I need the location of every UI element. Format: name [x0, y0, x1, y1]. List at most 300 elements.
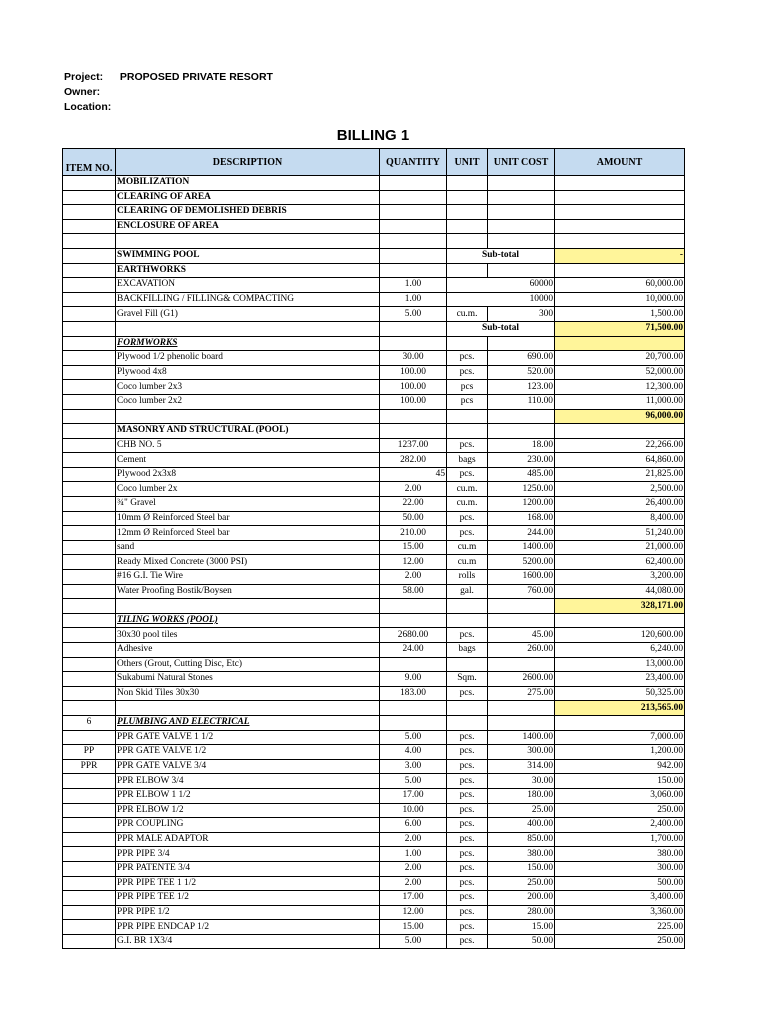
unit-cell: pcs — [447, 380, 488, 395]
project-value: PROPOSED PRIVATE RESORT — [119, 71, 273, 83]
unit-cell: pcs. — [447, 876, 488, 891]
table-row — [63, 394, 685, 409]
description-cell: Plywood 1/2 phenolic board — [116, 351, 380, 366]
amount-cell — [555, 219, 685, 234]
table-row — [63, 788, 685, 803]
quantity-cell: 1.00 — [380, 278, 447, 293]
unit-cost-cell: 280.00 — [488, 905, 555, 920]
item-no-cell — [63, 555, 116, 570]
table-row — [63, 351, 685, 366]
quantity-cell: 1.00 — [380, 292, 447, 307]
item-no-cell — [63, 219, 116, 234]
item-no-cell — [63, 438, 116, 453]
unit-cost-cell: 5200.00 — [488, 555, 555, 570]
header-description: DESCRIPTION — [116, 149, 380, 176]
table-body — [63, 176, 685, 949]
unit-cost-cell: 690.00 — [488, 351, 555, 366]
item-no-cell — [63, 672, 116, 687]
table-row — [63, 190, 685, 205]
table-row — [63, 920, 685, 935]
description-cell: MOBILIZATION — [116, 176, 380, 191]
item-no-cell — [63, 321, 116, 336]
quantity-cell: 22.00 — [380, 497, 447, 512]
quantity-cell: 2.00 — [380, 482, 447, 497]
table-row — [63, 205, 685, 220]
item-no-cell — [63, 248, 116, 263]
description-cell: MASONRY AND STRUCTURAL (POOL) — [116, 424, 380, 439]
quantity-cell — [380, 205, 447, 220]
unit-cost-cell: 15.00 — [488, 920, 555, 935]
unit-cell — [447, 409, 488, 424]
page-title: BILLING 1 — [336, 127, 410, 144]
unit-cost-cell: 260.00 — [488, 643, 555, 658]
unit-cost-cell: 275.00 — [488, 686, 555, 701]
amount-cell: 8,400.00 — [555, 511, 685, 526]
quantity-cell: 5.00 — [380, 934, 447, 949]
header-item-no: ITEM NO. — [63, 149, 116, 176]
description-cell: TILING WORKS (POOL) — [116, 613, 380, 628]
description-cell: Non Skid Tiles 30x30 — [116, 686, 380, 701]
amount-cell: 328,171.00 — [555, 599, 685, 614]
quantity-cell: 2.00 — [380, 876, 447, 891]
item-no-cell — [63, 365, 116, 380]
unit-cell: pcs. — [447, 891, 488, 906]
quantity-cell: 282.00 — [380, 453, 447, 468]
item-no-cell — [63, 861, 116, 876]
unit-cost-cell — [488, 715, 555, 730]
unit-cell — [447, 190, 488, 205]
item-no-cell — [63, 847, 116, 862]
amount-cell — [555, 613, 685, 628]
unit-cell — [447, 613, 488, 628]
unit-cell — [447, 219, 488, 234]
amount-cell: 150.00 — [555, 774, 685, 789]
quantity-cell: 12.00 — [380, 905, 447, 920]
quantity-cell — [380, 336, 447, 351]
table-row — [63, 701, 685, 716]
quantity-cell: 1.00 — [380, 847, 447, 862]
table-row — [63, 234, 685, 249]
project-line — [64, 71, 273, 83]
amount-cell: 10,000.00 — [555, 292, 685, 307]
description-cell: Others (Grout, Cutting Disc, Etc) — [116, 657, 380, 672]
amount-cell: 21,825.00 — [555, 467, 685, 482]
unit-cell: pcs. — [447, 365, 488, 380]
description-cell: EXCAVATION — [116, 278, 380, 293]
quantity-cell: 2.00 — [380, 861, 447, 876]
description-cell: PPR ELBOW 3/4 — [116, 774, 380, 789]
quantity-cell: 100.00 — [380, 380, 447, 395]
quantity-cell: 45 — [380, 467, 447, 482]
description-cell: PPR GATE VALVE 1/2 — [116, 745, 380, 760]
description-cell: G.I. BR 1X3/4 — [116, 934, 380, 949]
unit-cost-cell: 45.00 — [488, 628, 555, 643]
quantity-cell: 210.00 — [380, 526, 447, 541]
description-cell: PPR PIPE 3/4 — [116, 847, 380, 862]
table-row — [63, 424, 685, 439]
unit-cell: pcs. — [447, 774, 488, 789]
quantity-cell: 12.00 — [380, 555, 447, 570]
unit-cell: pcs. — [447, 759, 488, 774]
item-no-cell — [63, 307, 116, 322]
quantity-cell: 2680.00 — [380, 628, 447, 643]
quantity-cell: 15.00 — [380, 920, 447, 935]
item-no-cell — [63, 570, 116, 585]
description-cell: PPR GATE VALVE 1 1/2 — [116, 730, 380, 745]
unit-cost-cell: 150.00 — [488, 861, 555, 876]
item-no-cell — [63, 351, 116, 366]
table-row — [63, 453, 685, 468]
amount-cell: 44,080.00 — [555, 584, 685, 599]
item-no-cell: PP — [63, 745, 116, 760]
amount-cell: 7,000.00 — [555, 730, 685, 745]
unit-cost-cell: 244.00 — [488, 526, 555, 541]
description-cell: PPR GATE VALVE 3/4 — [116, 759, 380, 774]
description-cell: PPR MALE ADAPTOR — [116, 832, 380, 847]
unit-cost-cell: 50.00 — [488, 934, 555, 949]
billing-table — [62, 148, 685, 949]
unit-cost-cell — [488, 263, 555, 278]
quantity-cell: 2.00 — [380, 832, 447, 847]
description-cell: PPR PIPE ENDCAP 1/2 — [116, 920, 380, 935]
item-no-cell — [63, 788, 116, 803]
unit-cost-cell — [488, 657, 555, 672]
item-no-cell — [63, 467, 116, 482]
item-no-cell — [63, 803, 116, 818]
item-no-cell — [63, 482, 116, 497]
amount-cell: 1,200.00 — [555, 745, 685, 760]
item-no-cell — [63, 176, 116, 191]
unit-cost-cell: 314.00 — [488, 759, 555, 774]
description-cell: PPR PIPE TEE 1 1/2 — [116, 876, 380, 891]
item-no-cell — [63, 380, 116, 395]
location-label: Location: — [64, 101, 112, 113]
amount-cell: 380.00 — [555, 847, 685, 862]
unit-cell — [447, 599, 488, 614]
item-no-cell — [63, 613, 116, 628]
unit-cell: pcs. — [447, 745, 488, 760]
amount-cell: 13,000.00 — [555, 657, 685, 672]
amount-cell: 50,325.00 — [555, 686, 685, 701]
table-row — [63, 861, 685, 876]
quantity-cell: 100.00 — [380, 365, 447, 380]
amount-cell: 22,266.00 — [555, 438, 685, 453]
quantity-cell: 30.00 — [380, 351, 447, 366]
item-no-cell — [63, 730, 116, 745]
unit-cost-cell: 25.00 — [488, 803, 555, 818]
item-no-cell — [63, 424, 116, 439]
item-no-cell — [63, 453, 116, 468]
table-row — [63, 774, 685, 789]
description-cell: PPR PATENTE 3/4 — [116, 861, 380, 876]
description-cell: ENCLOSURE OF AREA — [116, 219, 380, 234]
quantity-cell — [380, 409, 447, 424]
table-row — [63, 336, 685, 351]
table-row — [63, 263, 685, 278]
quantity-cell — [380, 657, 447, 672]
quantity-cell: 6.00 — [380, 818, 447, 833]
unit-cell: rolls — [447, 570, 488, 585]
description-cell: CLEARING OF AREA — [116, 190, 380, 205]
unit-cell: cu.m. — [447, 497, 488, 512]
table-row — [63, 292, 685, 307]
description-cell: Cement — [116, 453, 380, 468]
item-no-cell — [63, 497, 116, 512]
description-cell: PLUMBING AND ELECTRICAL — [116, 715, 380, 730]
table-row — [63, 365, 685, 380]
quantity-cell — [380, 263, 447, 278]
description-cell — [116, 701, 380, 716]
item-no-cell — [63, 292, 116, 307]
item-no-cell — [63, 263, 116, 278]
unit-cost-cell: 300 — [488, 307, 555, 322]
table-row — [63, 686, 685, 701]
description-cell: PPR PIPE TEE 1/2 — [116, 891, 380, 906]
description-cell: Plywood 4x8 — [116, 365, 380, 380]
table-row — [63, 730, 685, 745]
table-row — [63, 321, 685, 336]
quantity-cell: 4.00 — [380, 745, 447, 760]
table-row — [63, 847, 685, 862]
item-no-cell — [63, 394, 116, 409]
quantity-cell: 5.00 — [380, 730, 447, 745]
amount-cell: 250.00 — [555, 934, 685, 949]
unit-cost-cell: 485.00 — [488, 467, 555, 482]
amount-cell: 225.00 — [555, 920, 685, 935]
unit-cell: pcs. — [447, 511, 488, 526]
unit-cell: pcs. — [447, 628, 488, 643]
header-amount: AMOUNT — [555, 149, 685, 176]
owner-line — [64, 86, 117, 98]
table-row — [63, 497, 685, 512]
unit-cell — [447, 234, 488, 249]
amount-cell: 3,200.00 — [555, 570, 685, 585]
header-unit: UNIT — [447, 149, 488, 176]
quantity-cell: 58.00 — [380, 584, 447, 599]
description-cell: Adhesive — [116, 643, 380, 658]
unit-cost-cell: 10000 — [447, 292, 555, 307]
quantity-cell — [380, 613, 447, 628]
amount-cell: 120,600.00 — [555, 628, 685, 643]
table-row — [63, 759, 685, 774]
unit-cost-cell: 200.00 — [488, 891, 555, 906]
table-row — [63, 599, 685, 614]
table-row — [63, 438, 685, 453]
unit-cell — [447, 176, 488, 191]
description-cell: Sukabumi Natural Stones — [116, 672, 380, 687]
description-cell: FORMWORKS — [116, 336, 380, 351]
quantity-cell — [380, 701, 447, 716]
project-label: Project: — [64, 71, 104, 83]
unit-cell: pcs. — [447, 920, 488, 935]
owner-label: Owner: — [64, 86, 101, 98]
description-cell: Gravel Fill (G1) — [116, 307, 380, 322]
table-row — [63, 876, 685, 891]
item-no-cell — [63, 832, 116, 847]
amount-cell: 3,360.00 — [555, 905, 685, 920]
unit-cost-cell: 30.00 — [488, 774, 555, 789]
unit-cost-cell: 60000 — [447, 278, 555, 293]
item-no-cell — [63, 701, 116, 716]
unit-cost-cell: 18.00 — [488, 438, 555, 453]
item-no-cell — [63, 891, 116, 906]
unit-cost-cell: 1600.00 — [488, 570, 555, 585]
quantity-cell: 5.00 — [380, 307, 447, 322]
subtotal-label-cell: Sub-total — [447, 248, 555, 263]
quantity-cell — [380, 321, 447, 336]
unit-cell — [447, 263, 488, 278]
amount-cell — [555, 263, 685, 278]
table-row — [63, 380, 685, 395]
quantity-cell: 50.00 — [380, 511, 447, 526]
table-row — [63, 803, 685, 818]
table-row — [63, 628, 685, 643]
quantity-cell — [380, 234, 447, 249]
unit-cost-cell: 123.00 — [488, 380, 555, 395]
table-row — [63, 584, 685, 599]
unit-cell: Sqm. — [447, 672, 488, 687]
quantity-cell: 15.00 — [380, 540, 447, 555]
item-no-cell: PPR — [63, 759, 116, 774]
unit-cost-cell: 168.00 — [488, 511, 555, 526]
amount-cell: 71,500.00 — [555, 321, 685, 336]
unit-cell — [447, 336, 488, 351]
description-cell — [116, 409, 380, 424]
amount-cell: 213,565.00 — [555, 701, 685, 716]
item-no-cell — [63, 409, 116, 424]
amount-cell — [555, 205, 685, 220]
unit-cell — [447, 424, 488, 439]
description-cell: PPR ELBOW 1/2 — [116, 803, 380, 818]
quantity-cell — [380, 176, 447, 191]
item-no-cell — [63, 818, 116, 833]
description-cell: CHB NO. 5 — [116, 438, 380, 453]
amount-cell: 26,400.00 — [555, 497, 685, 512]
unit-cost-cell — [488, 176, 555, 191]
amount-cell — [555, 190, 685, 205]
table-row — [63, 643, 685, 658]
unit-cell: pcs. — [447, 438, 488, 453]
item-no-cell — [63, 774, 116, 789]
quantity-cell — [380, 248, 447, 263]
amount-cell: 60,000.00 — [555, 278, 685, 293]
description-cell: PPR ELBOW 1 1/2 — [116, 788, 380, 803]
amount-cell: 62,400.00 — [555, 555, 685, 570]
unit-cost-cell: 520.00 — [488, 365, 555, 380]
unit-cost-cell — [488, 336, 555, 351]
amount-cell: 3,400.00 — [555, 891, 685, 906]
unit-cost-cell — [488, 219, 555, 234]
unit-cell: pcs. — [447, 847, 488, 862]
item-no-cell — [63, 234, 116, 249]
table-row — [63, 745, 685, 760]
description-cell: Ready Mixed Concrete (3000 PSI) — [116, 555, 380, 570]
unit-cell — [447, 657, 488, 672]
unit-cost-cell — [488, 205, 555, 220]
table-row — [63, 905, 685, 920]
description-cell: SWIMMING POOL — [116, 248, 380, 263]
amount-cell: 51,240.00 — [555, 526, 685, 541]
unit-cell: cu.m — [447, 540, 488, 555]
description-cell: sand — [116, 540, 380, 555]
table-header-row — [63, 149, 685, 176]
amount-cell: - — [555, 248, 685, 263]
item-no-cell — [63, 657, 116, 672]
description-cell: Coco lumber 2x2 — [116, 394, 380, 409]
unit-cell: pcs. — [447, 832, 488, 847]
amount-cell: 1,700.00 — [555, 832, 685, 847]
table-row — [63, 176, 685, 191]
unit-cell: pcs. — [447, 818, 488, 833]
item-no-cell — [63, 540, 116, 555]
unit-cost-cell: 180.00 — [488, 788, 555, 803]
amount-cell: 96,000.00 — [555, 409, 685, 424]
unit-cost-cell: 760.00 — [488, 584, 555, 599]
amount-cell: 52,000.00 — [555, 365, 685, 380]
unit-cost-cell: 110.00 — [488, 394, 555, 409]
amount-cell: 500.00 — [555, 876, 685, 891]
table-row — [63, 526, 685, 541]
table-row — [63, 278, 685, 293]
unit-cell: bags — [447, 643, 488, 658]
description-cell: #16 G.I. Tie Wire — [116, 570, 380, 585]
unit-cost-cell: 2600.00 — [488, 672, 555, 687]
quantity-cell: 2.00 — [380, 570, 447, 585]
description-cell — [116, 599, 380, 614]
item-no-cell: 6 — [63, 715, 116, 730]
description-cell: 10mm Ø Reinforced Steel bar — [116, 511, 380, 526]
unit-cell: pcs. — [447, 905, 488, 920]
amount-cell: 2,400.00 — [555, 818, 685, 833]
amount-cell: 6,240.00 — [555, 643, 685, 658]
unit-cell: cu.m. — [447, 307, 488, 322]
unit-cell: pcs. — [447, 861, 488, 876]
item-no-cell — [63, 628, 116, 643]
amount-cell: 250.00 — [555, 803, 685, 818]
amount-cell — [555, 715, 685, 730]
table-row — [63, 540, 685, 555]
quantity-cell: 3.00 — [380, 759, 447, 774]
unit-cell: cu.m — [447, 555, 488, 570]
table-row — [63, 657, 685, 672]
amount-cell: 2,500.00 — [555, 482, 685, 497]
unit-cell: bags — [447, 453, 488, 468]
unit-cost-cell — [488, 613, 555, 628]
table-row — [63, 570, 685, 585]
quantity-cell: 5.00 — [380, 774, 447, 789]
description-cell: BACKFILLING / FILLING& COMPACTING — [116, 292, 380, 307]
item-no-cell — [63, 526, 116, 541]
item-no-cell — [63, 190, 116, 205]
amount-cell: 3,060.00 — [555, 788, 685, 803]
header-quantity: QUANTITY — [380, 149, 447, 176]
table-row — [63, 511, 685, 526]
table-row — [63, 891, 685, 906]
table-row — [63, 555, 685, 570]
item-no-cell — [63, 920, 116, 935]
quantity-cell — [380, 190, 447, 205]
quantity-cell: 24.00 — [380, 643, 447, 658]
unit-cost-cell — [488, 409, 555, 424]
description-cell: EARTHWORKS — [116, 263, 380, 278]
item-no-cell — [63, 511, 116, 526]
unit-cell: gal. — [447, 584, 488, 599]
quantity-cell — [380, 219, 447, 234]
unit-cell: pcs. — [447, 351, 488, 366]
unit-cost-cell — [488, 701, 555, 716]
table-row — [63, 219, 685, 234]
table-row — [63, 248, 685, 263]
